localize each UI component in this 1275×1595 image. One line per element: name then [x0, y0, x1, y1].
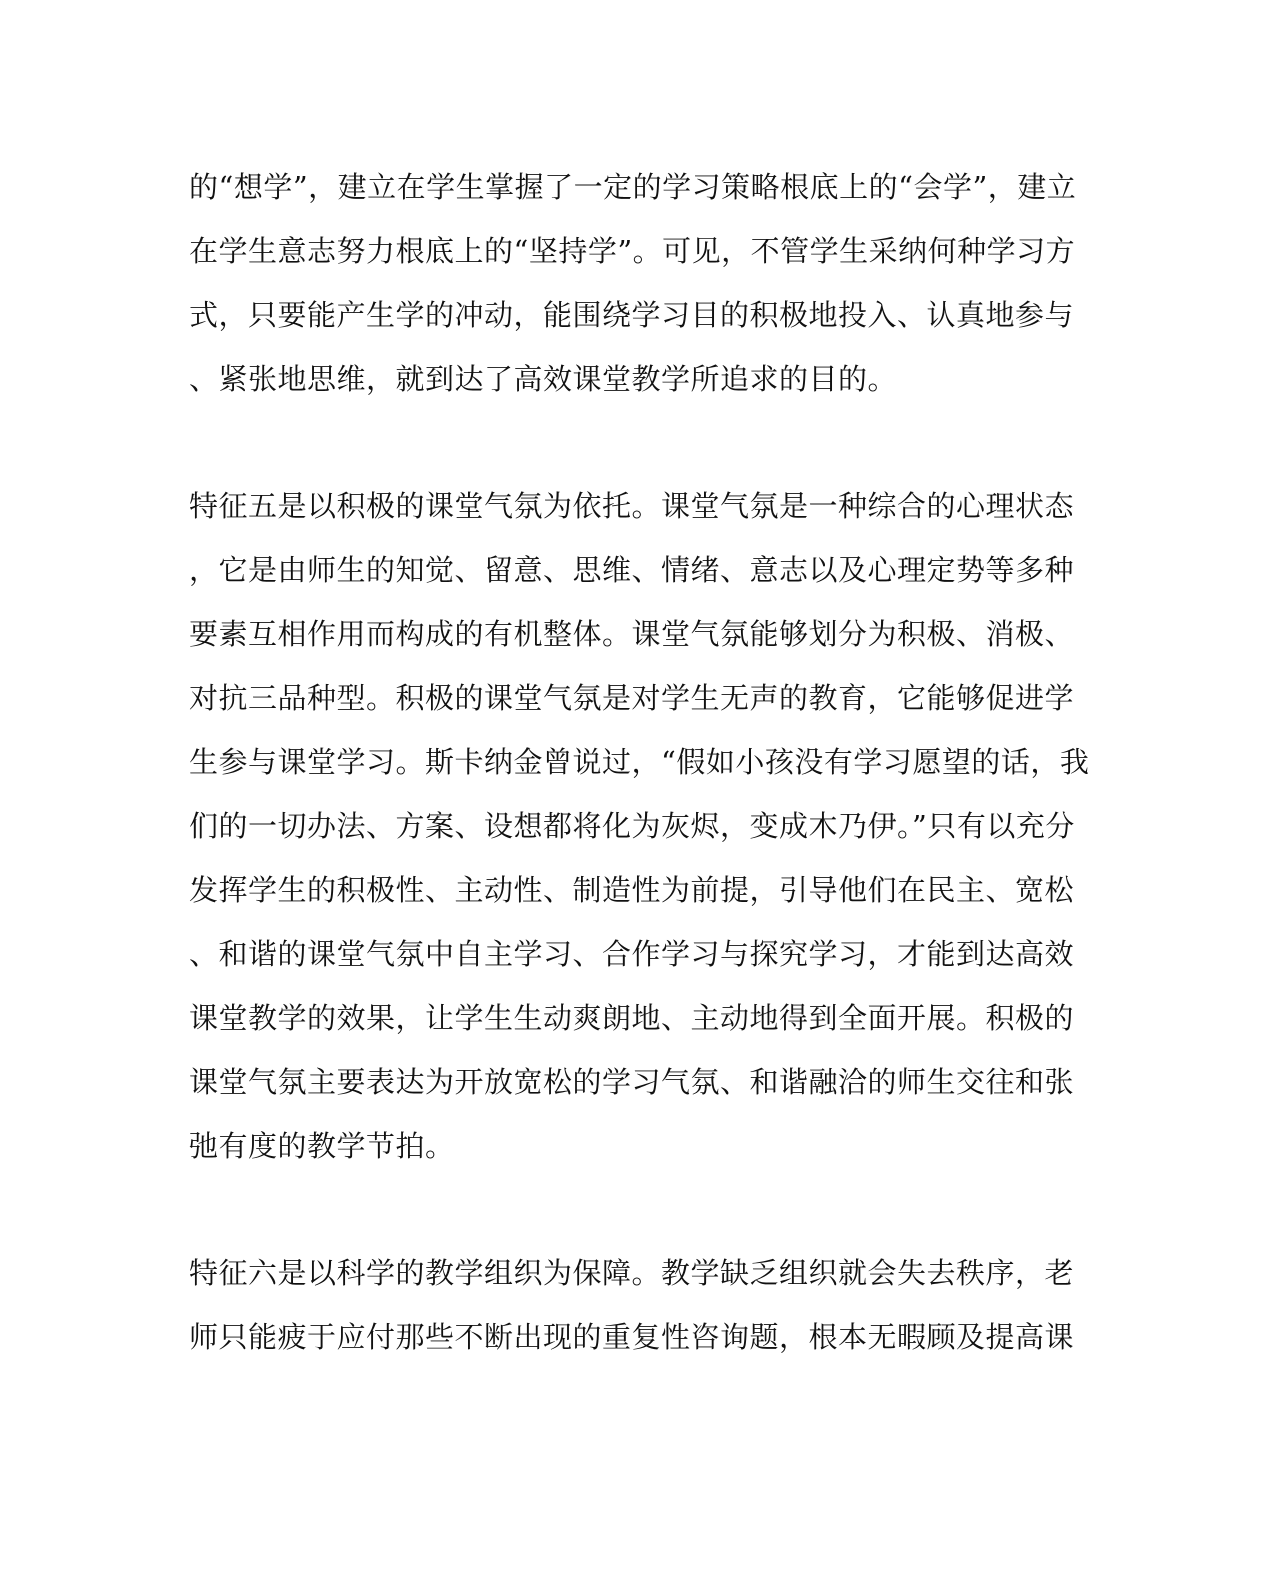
paragraph-learning-modes: [189, 155, 1089, 411]
text-line: 们的一切办法、方案、设想都将化为灰烬，变成木乃伊。”只有以充分: [189, 809, 1075, 843]
text-line: 弛有度的教学节拍。: [189, 1129, 455, 1163]
text-line: 特征六是以科学的教学组织为保障。教学缺乏组织就会失去秩序，老: [189, 1256, 1075, 1290]
text-line: 课堂教学的效果，让学生生动爽朗地、主动地得到全面开展。积极的: [189, 1001, 1075, 1035]
text-line: ，它是由师生的知觉、留意、思维、情绪、意志以及心理定势等多种: [189, 553, 1075, 587]
text-line: 在学生意志努力根底上的“坚持学”。可见，不管学生采纳何种学习方: [189, 234, 1076, 268]
text-line: 特征五是以积极的课堂气氛为依托。课堂气氛是一种综合的心理状态: [189, 489, 1075, 523]
text-line: 生参与课堂学习。斯卡纳金曾说过，“假如小孩没有学习愿望的话，我: [189, 745, 1090, 779]
text-line: 课堂气氛主要表达为开放宽松的学习气氛、和谐融洽的师生交往和张: [189, 1065, 1075, 1099]
paragraph-feature-six: [189, 1241, 1089, 1369]
text-line: 、紧张地思维，就到达了高效课堂教学所追求的目的。: [189, 362, 898, 396]
paragraph-feature-five: [189, 474, 1089, 1178]
text-line: 、和谐的课堂气氛中自主学习、合作学习与探究学习，才能到达高效: [189, 937, 1075, 971]
text-line: 的“想学”，建立在学生掌握了一定的学习策略根底上的“会学”，建立: [189, 170, 1077, 204]
text-line: 发挥学生的积极性、主动性、制造性为前提，引导他们在民主、宽松: [189, 873, 1075, 907]
text-line: 式，只要能产生学的冲动，能围绕学习目的积极地投入、认真地参与: [189, 298, 1075, 332]
text-line: 师只能疲于应付那些不断出现的重复性咨询题，根本无暇顾及提高课: [189, 1320, 1075, 1354]
text-line: 对抗三品种型。积极的课堂气氛是对学生无声的教育，它能够促进学: [189, 681, 1075, 715]
text-line: 要素互相作用而构成的有机整体。课堂气氛能够划分为积极、消极、: [189, 617, 1075, 651]
